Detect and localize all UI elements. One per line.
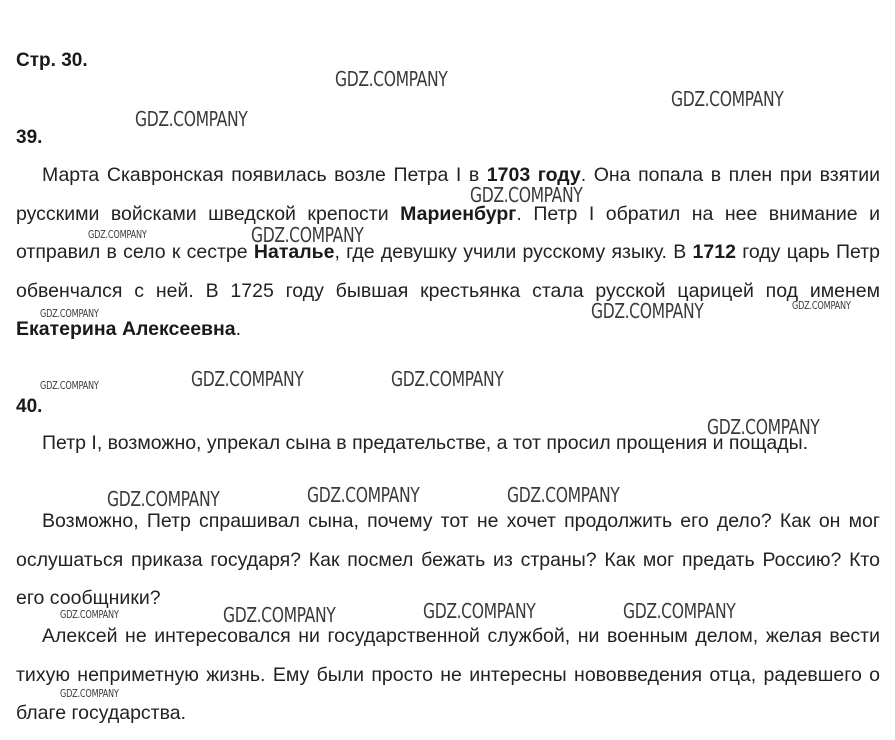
- task-39-number: 39.: [16, 127, 43, 148]
- bold-year-1703: 1703 году: [486, 164, 581, 186]
- watermark: GDZ.COMPANY: [391, 367, 504, 391]
- bold-year-1712: 1712: [692, 241, 736, 263]
- task-40-paragraph-1: Петр I, возможно, упрекал сына в предательстве, а тот просил прощения и пощады.: [42, 432, 809, 454]
- bold-natalya: Наталье: [253, 241, 335, 263]
- bold-marienburg: Мариенбург: [400, 202, 517, 225]
- watermark: GDZ.COMPANY: [792, 300, 851, 312]
- watermark: GDZ.COMPANY: [60, 609, 119, 621]
- task-40-paragraph-2: Возможно, Петр спрашивал сына, почему тот не хочет продолжить его дело? Как он мог ослушаться приказа государя? Как посмел бежать из страны? Как мог предать Россию? Кто его сообщники?: [16, 510, 880, 609]
- watermark: GDZ.COMPANY: [223, 603, 336, 627]
- watermark: GDZ.COMPANY: [135, 107, 248, 131]
- watermark: GDZ.COMPANY: [107, 487, 220, 511]
- watermark: GDZ.COMPANY: [88, 229, 147, 241]
- watermark: GDZ.COMPANY: [307, 483, 420, 507]
- watermark: GDZ.COMPANY: [591, 299, 704, 323]
- watermark: GDZ.COMPANY: [335, 67, 448, 91]
- task-39-paragraph: [16, 156, 880, 349]
- bold-ekaterina: Екатерина Алексеевна: [16, 318, 236, 340]
- watermark: GDZ.COMPANY: [623, 599, 736, 623]
- task-40-number: 40.: [16, 396, 43, 417]
- watermark: GDZ.COMPANY: [251, 223, 364, 247]
- task-40-paragraph-3: Алексей не интересовался ни государственной службой, ни военным делом, желая вести тихую неприметную жизнь. Ему были просто не интересны нововведения отца, радевшего о благе государства.: [16, 625, 880, 724]
- page-heading: Стр. 30.: [16, 50, 88, 71]
- watermark: GDZ.COMPANY: [191, 367, 304, 391]
- watermark: GDZ.COMPANY: [423, 599, 536, 623]
- text-span: . Петр I обратил на нее внимание и отправил в село к сестре: [16, 202, 880, 263]
- text-span: , где девушку учили русскому языку. В: [334, 241, 693, 263]
- watermark: GDZ.COMPANY: [671, 87, 784, 111]
- watermark: GDZ.COMPANY: [40, 380, 99, 392]
- text-span: . Она попала в плен при взятии русскими войсками шведской крепости: [16, 164, 880, 225]
- text-span: Марта Скавронская появилась возле Петра I в: [42, 164, 487, 186]
- watermark: GDZ.COMPANY: [470, 183, 583, 207]
- text-span: .: [235, 318, 242, 340]
- watermark: GDZ.COMPANY: [40, 308, 99, 320]
- watermark: GDZ.COMPANY: [507, 483, 620, 507]
- watermark: GDZ.COMPANY: [707, 415, 820, 439]
- watermark: GDZ.COMPANY: [60, 688, 119, 700]
- text-span: году царь Петр обвенчался с ней. В 1725 году бывшая крестьянка стала русской царицей под именем: [16, 241, 881, 302]
